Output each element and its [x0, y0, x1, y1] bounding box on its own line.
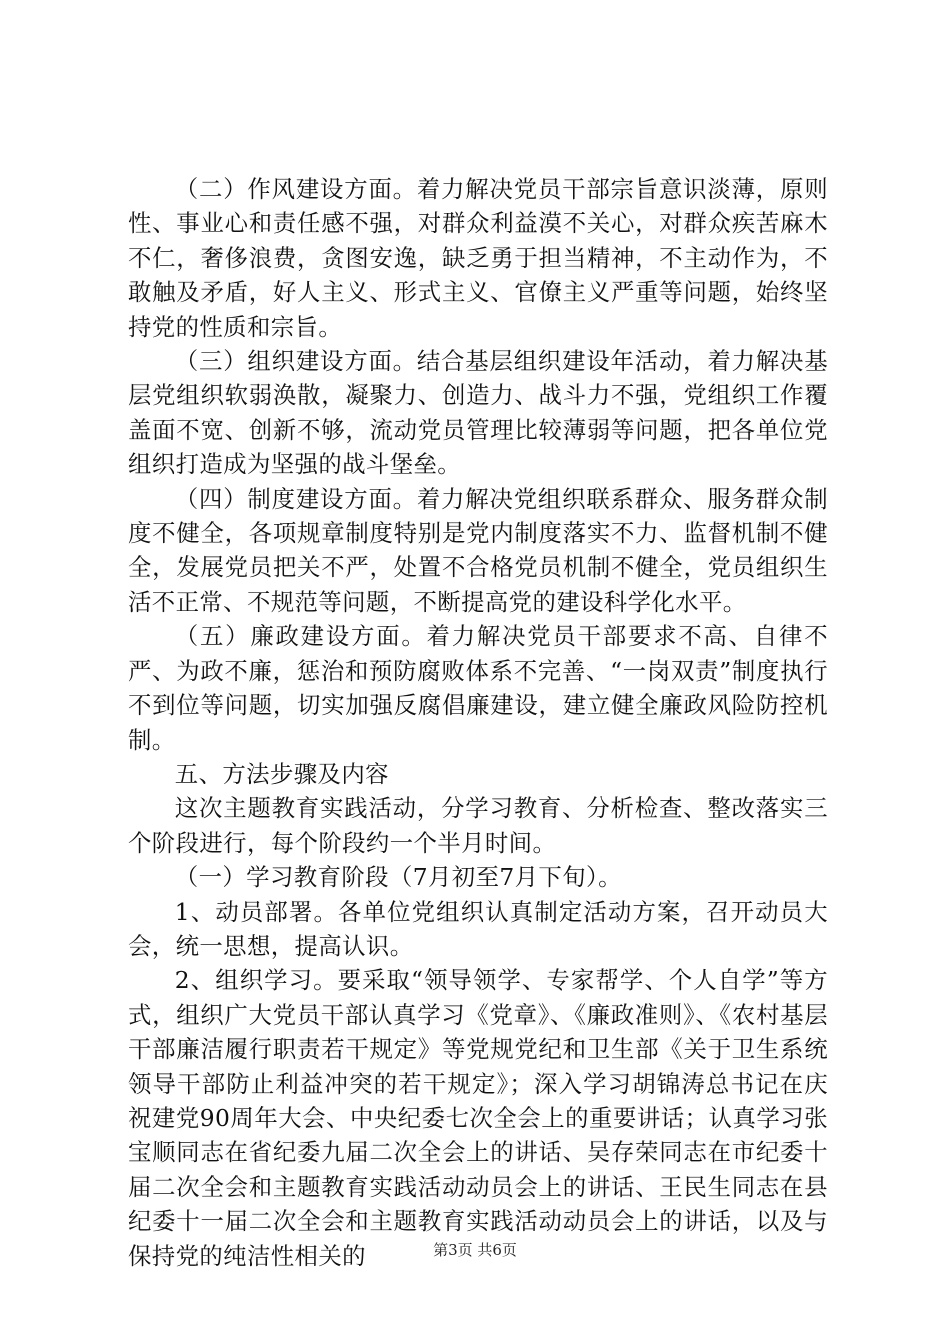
paragraph-organization: （三）组织建设方面。结合基层组织建设年活动，着力解决基层党组织软弱涣散，凝聚力、创造力、战斗力不强，党组织工作覆盖面不宽、创新不够，流动党员管理比较薄弱等问题，把各单位党组织打造成为坚强的战斗堡垒。 — [128, 347, 828, 479]
subheading-study-phase: （一）学习教育阶段（7月初至7月下旬）。 — [174, 863, 622, 892]
paragraph-organize-study: 2、组织学习。要采取“领导领学、专家帮学、个人自学”等方式，组织广大党员干部认真学习《党章》、《廉政准则》、《农村基层干部廉洁履行职责若干规定》等党规党纪和卫生部《关于卫生系统领导干部防止利益冲突的若干规定》；深入学习胡锦涛总书记在庆祝建党90周年大会、中央纪委七次全会上的重要讲话；认真学习张宝顺同志在省纪委九届二次全会上的讲话、吴存荣同志在市纪委十届二次全会和主题教育实践活动动员会上的讲话、王民生同志在县纪委十一届二次全会和主题教育实践活动动员会上的讲话，以及与保持党的纯洁性相关的 — [128, 966, 828, 1270]
paragraph-work-style: （二）作风建设方面。着力解决党员干部宗旨意识淡薄，原则性、事业心和责任感不强，对群众利益漠不关心，对群众疾苦麻木不仁，奢侈浪费，贪图安逸，缺乏勇于担当精神，不主动作为，不敢触及矛盾，好人主义、形式主义、官僚主义严重等问题，始终坚持党的性质和宗旨。 — [128, 175, 828, 341]
paragraph-institution: （四）制度建设方面。着力解决党组织联系群众、服务群众制度不健全，各项规章制度特别是党内制度落实不力、监督机制不健全，发展党员把关不严，处置不合格党员机制不健全，党员组织生活不正常、不规范等问题，不断提高党的建设科学化水平。 — [128, 484, 828, 616]
paragraph-phases: 这次主题教育实践活动，分学习教育、分析检查、整改落实三个阶段进行，每个阶段约一个半月时间。 — [128, 794, 828, 857]
document-body — [128, 172, 828, 1273]
paragraph-mobilization: 1、动员部署。各单位党组织认真制定活动方案，召开动员大会，统一思想，提高认识。 — [128, 897, 828, 960]
paragraph-integrity: （五）廉政建设方面。着力解决党员干部要求不高、自律不严、为政不廉，惩治和预防腐败体系不完善、“一岗双责”制度执行不到位等问题，切实加强反腐倡廉建设，建立健全廉政风险防控机制。 — [128, 622, 828, 754]
section-heading-methods: 五、方法步骤及内容 — [174, 759, 389, 788]
page-number-footer: 第3页 共6页 — [433, 1241, 517, 1259]
